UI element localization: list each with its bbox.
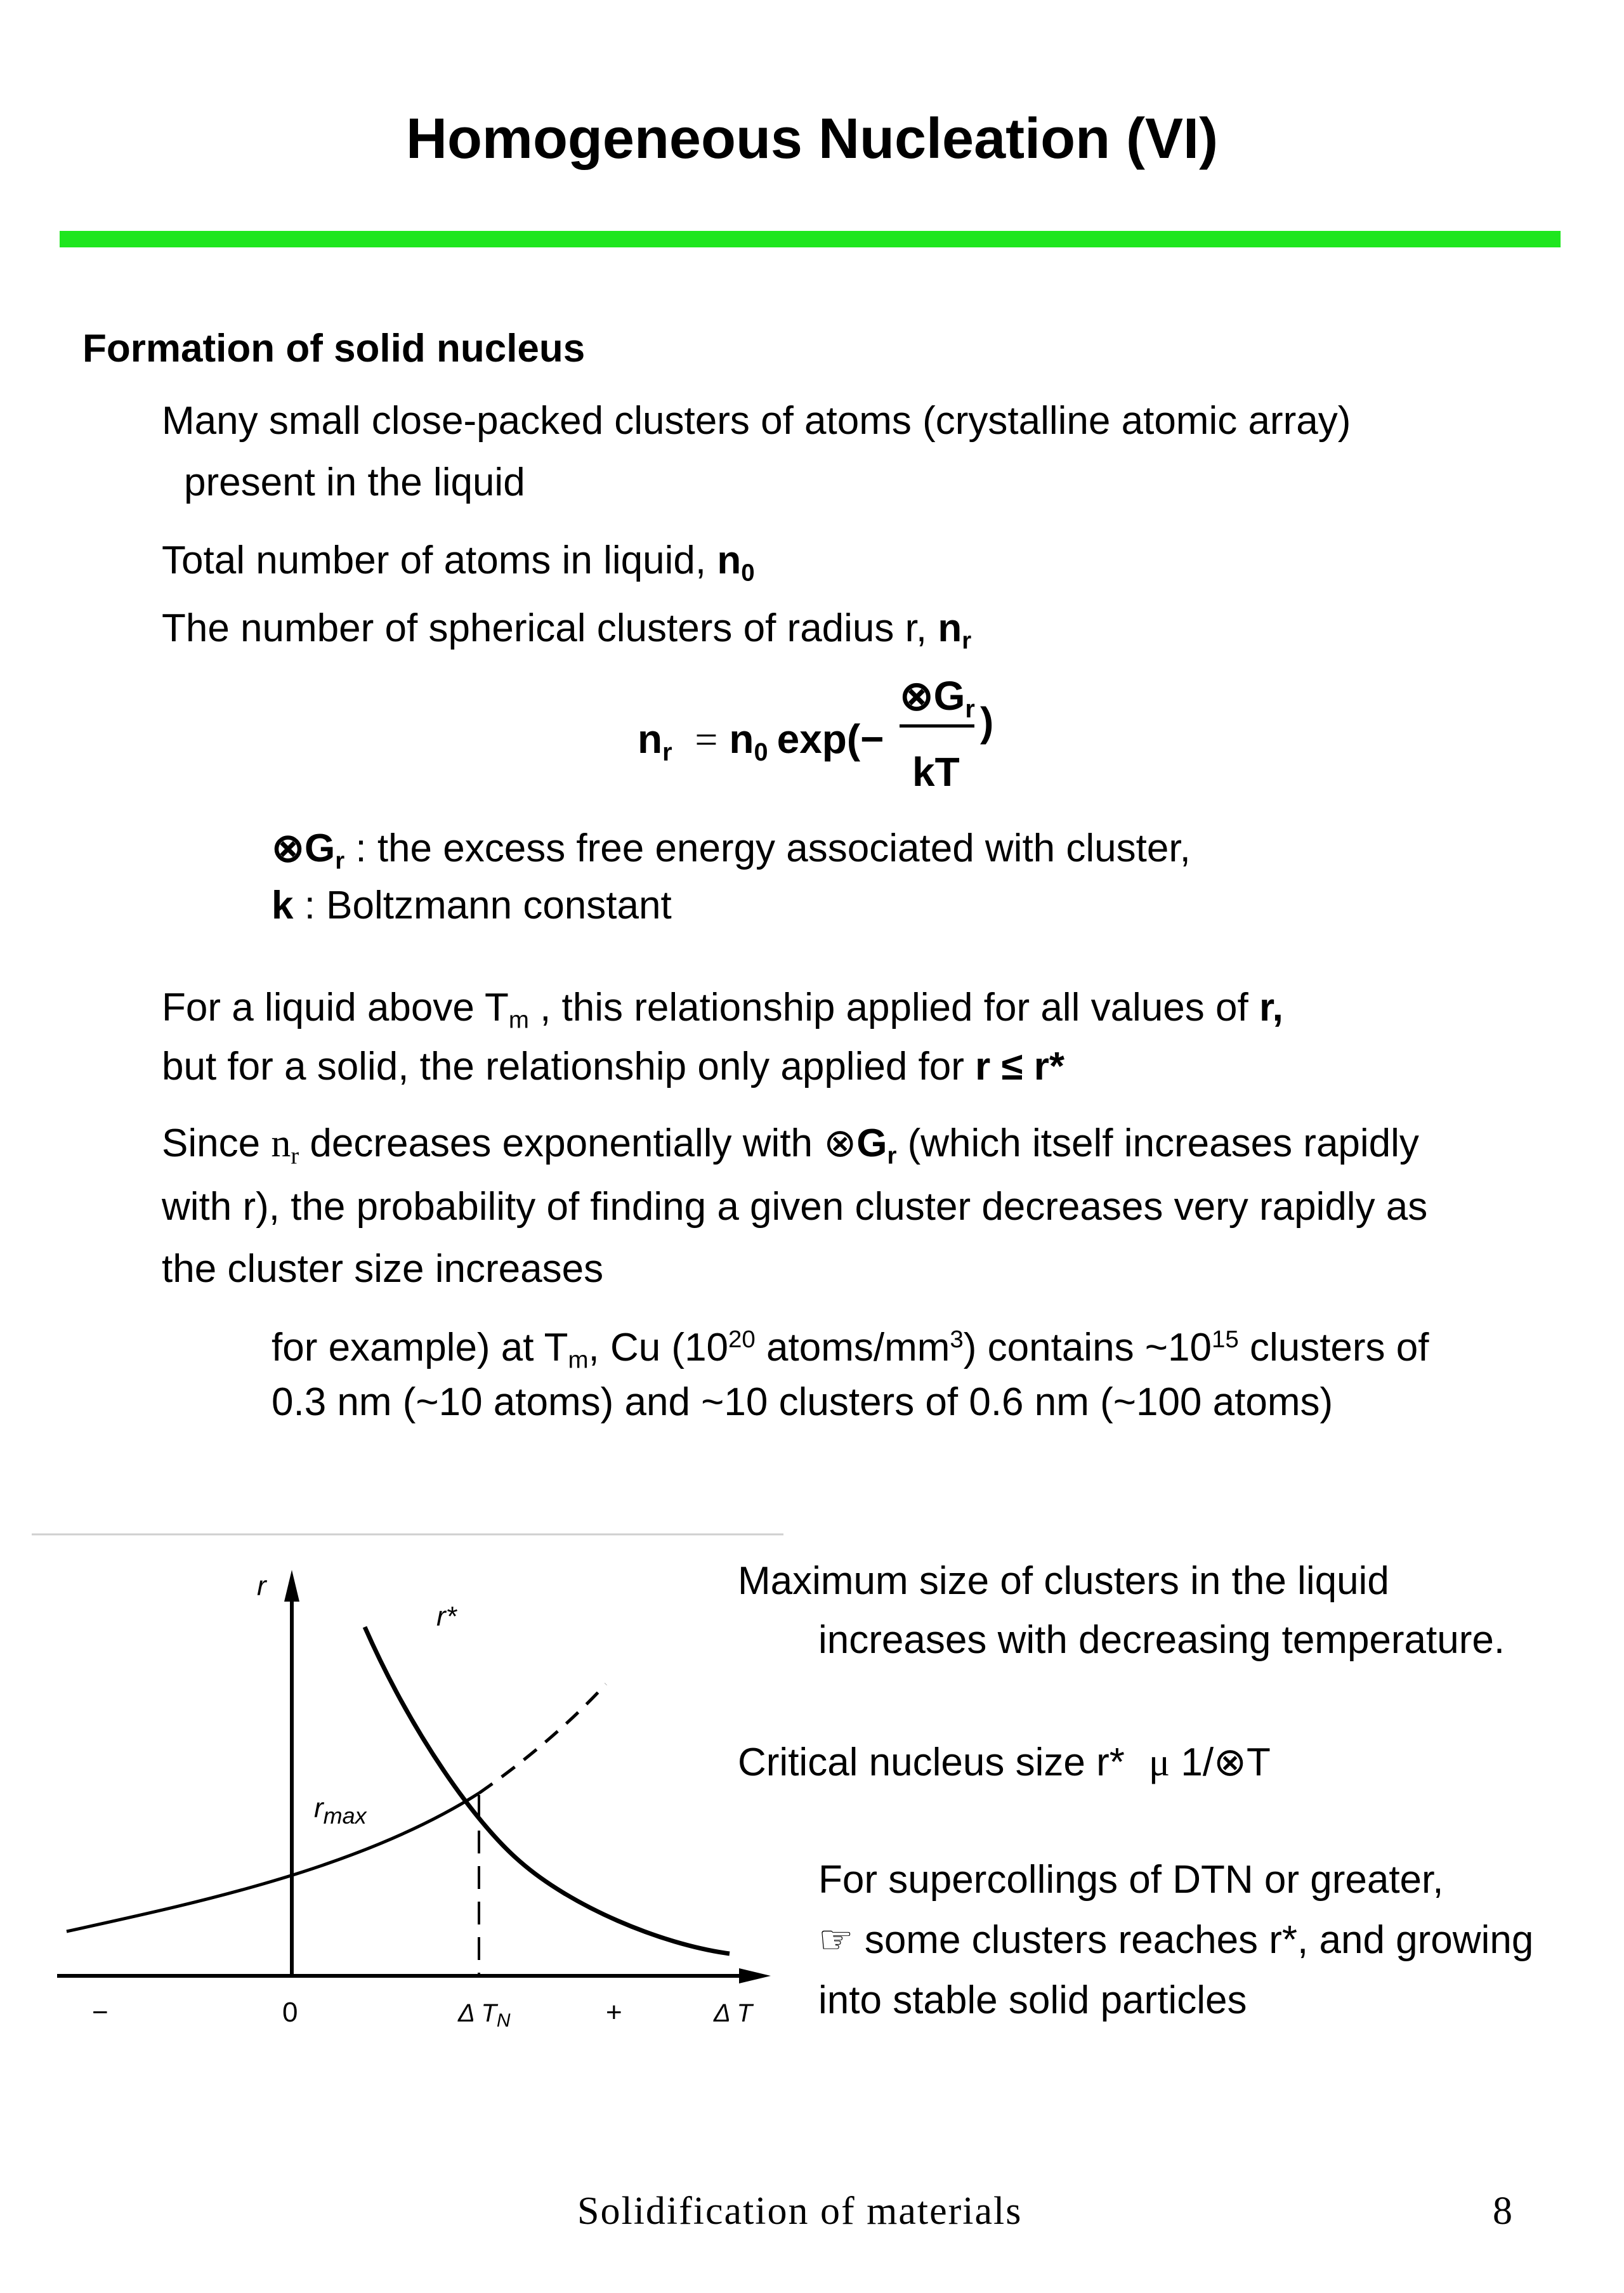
side-super-line-2 bbox=[818, 1918, 1534, 1962]
rmax-subscript: max bbox=[323, 1803, 367, 1829]
equation-n0-subscript: 0 bbox=[754, 738, 768, 766]
rmax-dashed-extension bbox=[479, 1684, 606, 1793]
para2-line-2: with r), the probability of finding a given cluster decreases very rapidly as bbox=[162, 1185, 1428, 1229]
equation-numerator-subscript: r bbox=[965, 695, 975, 723]
para1-bold-r: r, bbox=[1259, 986, 1283, 1029]
para2-text-b: decreases exponentially with ⊗ bbox=[299, 1121, 857, 1165]
equation-n-subscript: r bbox=[662, 738, 672, 766]
example-text-b: , Cu (10 bbox=[588, 1326, 729, 1370]
pointing-hand-icon: ☞ bbox=[818, 1918, 854, 1962]
y-axis-arrow bbox=[284, 1570, 299, 1602]
clusters-symbol: n bbox=[938, 606, 962, 650]
rmax-label bbox=[314, 1793, 368, 1829]
def-k-line bbox=[272, 886, 672, 925]
rstar-curve bbox=[365, 1627, 730, 1954]
example-text-c: atoms/mm bbox=[755, 1326, 950, 1370]
tick-plus: + bbox=[606, 1997, 622, 2028]
page-number: 8 bbox=[1493, 2190, 1514, 2233]
section-heading: Formation of solid nucleus bbox=[82, 327, 586, 370]
footer-title: Solidification of materials bbox=[577, 2190, 1023, 2233]
page-title: Homogeneous Nucleation (VI) bbox=[405, 107, 1219, 171]
para1-text-a: For a liquid above T bbox=[162, 986, 509, 1029]
nucleation-diagram bbox=[32, 1532, 793, 2039]
para2-g: G bbox=[856, 1121, 887, 1165]
intro-line-1: Many small close-packed clusters of atoms (crystalline atomic array) bbox=[162, 399, 1351, 443]
example-sup-20: 20 bbox=[728, 1326, 756, 1353]
para2-text-a: Since bbox=[162, 1121, 272, 1165]
equation-equals: = bbox=[695, 717, 718, 762]
side-critical-inverse: 1/⊗T bbox=[1170, 1741, 1271, 1784]
equation-n0: n bbox=[729, 716, 754, 762]
para2-line-1 bbox=[162, 1121, 1419, 1170]
para2-line-3: the cluster size increases bbox=[162, 1247, 604, 1291]
example-sup-15: 15 bbox=[1211, 1326, 1239, 1353]
para2-n: n bbox=[271, 1122, 291, 1165]
side-super-text-2: some clusters reaches r*, and growing bbox=[853, 1918, 1534, 1962]
total-atoms-symbol: n bbox=[717, 539, 742, 582]
para1-text-c: but for a solid, the relationship only applied for bbox=[162, 1045, 976, 1088]
title-underline bbox=[60, 231, 1561, 247]
side-max-line-2: increases with decreasing temperature. bbox=[818, 1618, 1505, 1662]
para2-g-subscript: r bbox=[887, 1142, 897, 1170]
tick-delta-tn-subscript: N bbox=[496, 2010, 511, 2031]
equation-close-paren: ) bbox=[980, 699, 994, 745]
equation-fraction-bar bbox=[900, 724, 974, 728]
def-gr-symbol: ⊗G bbox=[272, 826, 336, 870]
rmax-r: r bbox=[314, 1793, 324, 1824]
rstar-label: r* bbox=[436, 1601, 457, 1632]
side-max-line-1: Maximum size of clusters in the liquid bbox=[738, 1559, 1389, 1603]
clusters-subscript: r bbox=[962, 627, 972, 655]
clusters-text: The number of spherical clusters of radius r, bbox=[162, 606, 938, 650]
clusters-line bbox=[162, 606, 972, 655]
side-super-line-3: into stable solid particles bbox=[818, 1978, 1247, 2022]
example-text-d: ) contains ~10 bbox=[963, 1326, 1212, 1370]
equation-lhs bbox=[638, 716, 884, 766]
para1-bold-condition: r ≤ r* bbox=[975, 1045, 1064, 1088]
tick-minus: − bbox=[92, 1997, 108, 2028]
example-sup-3: 3 bbox=[950, 1326, 964, 1353]
side-critical-text: Critical nucleus size r* bbox=[738, 1741, 1125, 1784]
def-gr-text: : the excess free energy associated with cluster, bbox=[344, 826, 1191, 870]
example-line-2: 0.3 nm (~10 atoms) and ~10 clusters of 0.6 nm (~100 atoms) bbox=[272, 1380, 1333, 1424]
def-gr-subscript: r bbox=[335, 847, 345, 875]
tick-delta-tn bbox=[457, 1999, 511, 2031]
x-axis-arrow bbox=[739, 1968, 771, 1983]
para2-text-c: (which itself increases rapidly bbox=[896, 1121, 1419, 1165]
def-gr-line bbox=[272, 826, 1191, 875]
tick-zero: 0 bbox=[282, 1997, 298, 2028]
para2-n-subscript: r bbox=[291, 1142, 299, 1170]
example-line-1 bbox=[272, 1328, 1429, 1373]
side-proportional-symbol: μ bbox=[1148, 1741, 1170, 1784]
total-atoms-subscript: 0 bbox=[741, 559, 755, 587]
para1-line-1 bbox=[162, 988, 1283, 1033]
equation-n: n bbox=[638, 716, 663, 762]
total-atoms-line bbox=[162, 541, 755, 585]
example-text-a: for example) at T bbox=[272, 1326, 568, 1370]
rmax-curve bbox=[67, 1793, 479, 1931]
equation-numerator-g: ⊗G bbox=[900, 673, 966, 719]
def-k-text: : Boltzmann constant bbox=[293, 884, 672, 927]
para1-text-b: , this relationship applied for all values of bbox=[528, 986, 1259, 1029]
para1-line-2 bbox=[162, 1047, 1064, 1087]
side-critical-line bbox=[738, 1743, 1271, 1782]
example-tm-subscript: m bbox=[568, 1346, 589, 1374]
intro-line-2: present in the liquid bbox=[184, 461, 525, 504]
equation-exp: exp(− bbox=[776, 716, 884, 762]
y-axis-label: r bbox=[257, 1571, 266, 1602]
equation-numerator bbox=[900, 673, 975, 723]
total-atoms-text: Total number of atoms in liquid, bbox=[162, 539, 717, 582]
tick-delta-t: Δ T bbox=[458, 1999, 497, 2027]
example-text-e: clusters of bbox=[1238, 1326, 1429, 1370]
equation-denominator: kT bbox=[912, 749, 960, 795]
side-super-line-1: For supercollings of DTN or greater, bbox=[818, 1858, 1444, 1902]
para1-tm-subscript: m bbox=[508, 1006, 529, 1034]
x-axis-label: Δ T bbox=[714, 1999, 752, 2027]
def-k-symbol: k bbox=[272, 884, 294, 927]
